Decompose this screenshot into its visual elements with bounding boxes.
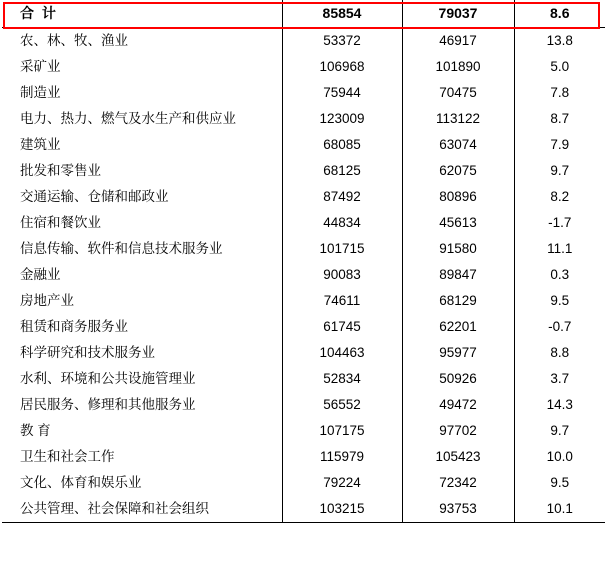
row-value-1: 52834 <box>282 366 402 392</box>
row-label: 卫生和社会工作 <box>1 444 282 470</box>
row-label: 水利、环境和公共设施管理业 <box>1 366 282 392</box>
row-value-2: 50926 <box>402 366 514 392</box>
row-label: 合 计 <box>1 0 282 28</box>
row-value-2: 62075 <box>402 158 514 184</box>
row-label: 电力、热力、燃气及水生产和供应业 <box>1 106 282 132</box>
row-value-1: 115979 <box>282 444 402 470</box>
row-value-1: 68125 <box>282 158 402 184</box>
row-value-1: 61745 <box>282 314 402 340</box>
table-row <box>1 340 605 366</box>
row-value-1: 56552 <box>282 392 402 418</box>
row-label: 金融业 <box>1 262 282 288</box>
row-value-3: 8.7 <box>514 106 605 132</box>
table-row <box>1 132 605 158</box>
row-value-1: 68085 <box>282 132 402 158</box>
row-value-2: 45613 <box>402 210 514 236</box>
row-value-1: 53372 <box>282 28 402 55</box>
row-value-1: 85854 <box>282 0 402 28</box>
row-value-3: 0.3 <box>514 262 605 288</box>
table-row <box>1 496 605 523</box>
row-label: 公共管理、社会保障和社会组织 <box>1 496 282 523</box>
row-value-3: -0.7 <box>514 314 605 340</box>
row-label: 农、林、牧、渔业 <box>1 28 282 55</box>
row-value-2: 62201 <box>402 314 514 340</box>
row-value-1: 107175 <box>282 418 402 444</box>
row-value-3: 10.1 <box>514 496 605 523</box>
row-value-3: 7.9 <box>514 132 605 158</box>
row-label: 建筑业 <box>1 132 282 158</box>
row-value-1: 90083 <box>282 262 402 288</box>
row-value-3: 8.8 <box>514 340 605 366</box>
table-row <box>1 210 605 236</box>
row-value-2: 68129 <box>402 288 514 314</box>
row-value-1: 104463 <box>282 340 402 366</box>
row-value-1: 44834 <box>282 210 402 236</box>
row-value-2: 97702 <box>402 418 514 444</box>
row-value-1: 101715 <box>282 236 402 262</box>
row-label: 住宿和餐饮业 <box>1 210 282 236</box>
table-row <box>1 28 605 55</box>
table-row <box>1 262 605 288</box>
row-value-2: 93753 <box>402 496 514 523</box>
row-value-1: 75944 <box>282 80 402 106</box>
table-row <box>1 236 605 262</box>
row-value-2: 80896 <box>402 184 514 210</box>
row-value-2: 46917 <box>402 28 514 55</box>
row-value-1: 74611 <box>282 288 402 314</box>
table-row <box>1 418 605 444</box>
row-value-2: 101890 <box>402 54 514 80</box>
row-value-2: 95977 <box>402 340 514 366</box>
table-row <box>1 392 605 418</box>
row-value-2: 79037 <box>402 0 514 28</box>
row-value-1: 79224 <box>282 470 402 496</box>
row-value-2: 72342 <box>402 470 514 496</box>
row-label: 采矿业 <box>1 54 282 80</box>
table-row <box>1 54 605 80</box>
row-value-2: 89847 <box>402 262 514 288</box>
row-value-1: 103215 <box>282 496 402 523</box>
row-value-2: 91580 <box>402 236 514 262</box>
table-row <box>1 470 605 496</box>
row-label: 居民服务、修理和其他服务业 <box>1 392 282 418</box>
row-value-2: 70475 <box>402 80 514 106</box>
row-value-1: 106968 <box>282 54 402 80</box>
row-value-2: 49472 <box>402 392 514 418</box>
row-value-3: 9.5 <box>514 288 605 314</box>
row-value-3: 10.0 <box>514 444 605 470</box>
row-label: 租赁和商务服务业 <box>1 314 282 340</box>
row-value-1: 123009 <box>282 106 402 132</box>
row-value-3: 8.6 <box>514 0 605 28</box>
row-value-3: 13.8 <box>514 28 605 55</box>
row-label: 交通运输、仓储和邮政业 <box>1 184 282 210</box>
row-value-3: 9.7 <box>514 418 605 444</box>
row-value-2: 113122 <box>402 106 514 132</box>
row-value-3: 14.3 <box>514 392 605 418</box>
row-label: 教 育 <box>1 418 282 444</box>
row-label: 信息传输、软件和信息技术服务业 <box>1 236 282 262</box>
table-row <box>1 158 605 184</box>
row-label: 科学研究和技术服务业 <box>1 340 282 366</box>
table-row <box>1 444 605 470</box>
row-value-2: 105423 <box>402 444 514 470</box>
table-row <box>1 80 605 106</box>
table-row <box>1 366 605 392</box>
row-value-1: 87492 <box>282 184 402 210</box>
table-row <box>1 288 605 314</box>
row-value-3: 8.2 <box>514 184 605 210</box>
table-row <box>1 184 605 210</box>
row-label: 制造业 <box>1 80 282 106</box>
table-row-total <box>1 0 605 28</box>
row-label: 批发和零售业 <box>1 158 282 184</box>
row-value-3: 7.8 <box>514 80 605 106</box>
row-value-3: 9.7 <box>514 158 605 184</box>
table-row <box>1 106 605 132</box>
row-label: 房地产业 <box>1 288 282 314</box>
row-label: 文化、体育和娱乐业 <box>1 470 282 496</box>
row-value-3: 11.1 <box>514 236 605 262</box>
row-value-3: 9.5 <box>514 470 605 496</box>
table-row <box>1 314 605 340</box>
row-value-3: -1.7 <box>514 210 605 236</box>
row-value-2: 63074 <box>402 132 514 158</box>
row-value-3: 5.0 <box>514 54 605 80</box>
table-body <box>1 0 605 523</box>
row-value-3: 3.7 <box>514 366 605 392</box>
